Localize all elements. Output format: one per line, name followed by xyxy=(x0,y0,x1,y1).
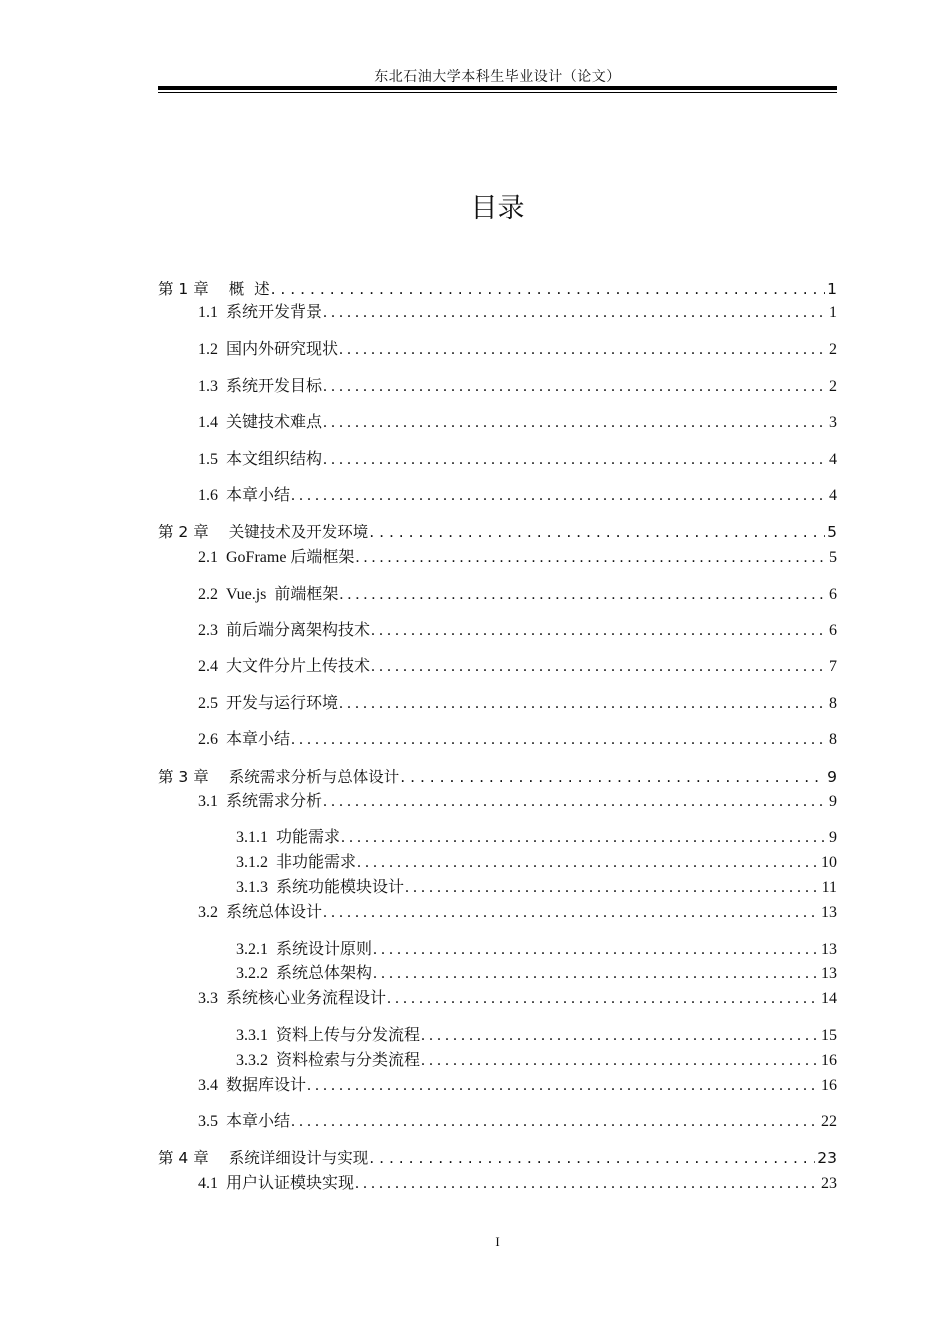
toc-entry-number: 3.1.3 xyxy=(236,879,268,896)
toc-entry-page: 4 xyxy=(829,487,837,504)
toc-entry[interactable] xyxy=(158,767,837,787)
toc-entry[interactable] xyxy=(198,792,837,812)
toc-entry-label: 本章小结 xyxy=(226,487,291,504)
toc-dot-leader xyxy=(339,585,827,605)
toc-entry[interactable] xyxy=(198,694,837,714)
toc-entry-page: 10 xyxy=(821,854,837,871)
toc-entry-number: 3.5 xyxy=(198,1113,218,1130)
toc-entry-number: 2.4 xyxy=(198,658,218,675)
toc-entry[interactable] xyxy=(198,621,837,641)
toc-entry-page: 22 xyxy=(821,1113,837,1130)
toc-entry-label: 数据库设计 xyxy=(226,1077,307,1094)
toc-entry-label: 功能需求 xyxy=(276,829,341,846)
toc-entry[interactable] xyxy=(198,1174,837,1194)
toc-dot-leader xyxy=(323,377,827,397)
toc-entry-number: 2.6 xyxy=(198,731,218,748)
toc-dot-leader xyxy=(271,279,826,299)
toc-entry-label: 用户认证模块实现 xyxy=(226,1175,355,1192)
toc-entry-number: 3.1.2 xyxy=(236,854,268,871)
toc-entry-number: 1.3 xyxy=(198,378,218,395)
toc-entry-label: 系统设计原则 xyxy=(276,941,373,958)
toc-entry[interactable] xyxy=(198,413,837,433)
toc-entry-number: 3.2.2 xyxy=(236,965,268,982)
table-of-contents xyxy=(158,0,837,1344)
toc-dot-leader xyxy=(369,522,825,542)
toc-dot-leader xyxy=(323,413,827,433)
toc-entry[interactable] xyxy=(236,1051,837,1071)
toc-entry-page: 13 xyxy=(821,941,837,958)
toc-entry-label: 系统总体架构 xyxy=(276,965,373,982)
toc-dot-leader xyxy=(405,878,820,898)
page-number: I xyxy=(495,1234,500,1249)
toc-entry-label: 本章小结 xyxy=(226,1113,291,1130)
toc-entry[interactable] xyxy=(198,486,837,506)
toc-entry-number: 2.5 xyxy=(198,695,218,712)
toc-entry-page: 9 xyxy=(829,793,837,810)
toc-entry-label: 系统功能模块设计 xyxy=(276,879,405,896)
toc-entry[interactable] xyxy=(236,1026,837,1046)
toc-entry-number: 3.2.1 xyxy=(236,941,268,958)
toc-entry-number: 2.3 xyxy=(198,622,218,639)
toc-entry-number: 3.3 xyxy=(198,990,218,1007)
toc-dot-leader xyxy=(323,303,827,323)
toc-dot-leader xyxy=(339,694,827,714)
toc-entry[interactable] xyxy=(198,340,837,360)
toc-entry-page: 2 xyxy=(829,341,837,358)
toc-dot-leader xyxy=(323,792,827,812)
toc-entry-label: 系统需求分析与总体设计 xyxy=(228,768,400,786)
toc-entry-label: 本章小结 xyxy=(226,731,291,748)
toc-dot-leader xyxy=(323,903,819,923)
toc-entry-page: 4 xyxy=(829,451,837,468)
toc-dot-leader xyxy=(357,853,819,873)
toc-entry[interactable] xyxy=(236,940,837,960)
toc-entry-page: 5 xyxy=(827,523,837,541)
toc-entry-number: 第 1 章 xyxy=(158,280,209,298)
toc-entry-number: 1.6 xyxy=(198,487,218,504)
toc-entry-number: 3.1 xyxy=(198,793,218,810)
toc-entry-page: 3 xyxy=(829,414,837,431)
toc-entry[interactable] xyxy=(236,853,837,873)
toc-entry-number: 1.4 xyxy=(198,414,218,431)
toc-dot-leader xyxy=(307,1076,819,1096)
toc-entry-label: 概 述 xyxy=(228,280,270,298)
toc-entry-label: 前后端分离架构技术 xyxy=(226,622,371,639)
toc-entry-page: 8 xyxy=(829,731,837,748)
toc-entry[interactable] xyxy=(236,964,837,984)
toc-dot-leader xyxy=(373,940,819,960)
toc-dot-leader xyxy=(371,621,827,641)
toc-entry-page: 11 xyxy=(821,879,837,896)
toc-entry-label: 系统开发目标 xyxy=(226,378,323,395)
toc-entry[interactable] xyxy=(158,279,837,299)
toc-dot-leader xyxy=(341,828,827,848)
toc-entry-page: 6 xyxy=(829,586,837,603)
toc-entry[interactable] xyxy=(158,1148,837,1168)
toc-entry-page: 6 xyxy=(829,622,837,639)
toc-entry[interactable] xyxy=(198,1112,837,1132)
toc-entry-page: 7 xyxy=(829,658,837,675)
toc-dot-leader xyxy=(421,1026,819,1046)
toc-dot-leader xyxy=(355,1174,819,1194)
toc-entry-number: 1.2 xyxy=(198,341,218,358)
toc-entry-label: 资料上传与分发流程 xyxy=(276,1027,421,1044)
toc-entry-label: 系统核心业务流程设计 xyxy=(226,990,387,1007)
toc-dot-leader xyxy=(339,340,827,360)
toc-entry[interactable] xyxy=(198,548,837,568)
toc-dot-leader xyxy=(373,964,819,984)
toc-entry-number: 第 4 章 xyxy=(158,1149,209,1167)
toc-dot-leader xyxy=(387,989,819,1009)
toc-entry-number: 2.1 xyxy=(198,549,218,566)
toc-entry-page: 2 xyxy=(829,378,837,395)
toc-dot-leader xyxy=(421,1051,819,1071)
toc-entry-label: 国内外研究现状 xyxy=(226,341,339,358)
toc-entry-label: 资料检索与分类流程 xyxy=(276,1052,421,1069)
toc-entry-page: 9 xyxy=(827,768,837,786)
toc-entry[interactable] xyxy=(198,903,837,923)
toc-entry-page: 5 xyxy=(829,549,837,566)
toc-entry-page: 1 xyxy=(827,280,837,298)
toc-entry-label: 关键技术难点 xyxy=(226,414,323,431)
toc-entry-label: 非功能需求 xyxy=(276,854,357,871)
toc-entry-label: GoFrame 后端框架 xyxy=(226,549,355,566)
toc-entry-number: 1.1 xyxy=(198,304,218,321)
toc-entry-page: 8 xyxy=(829,695,837,712)
toc-dot-leader xyxy=(355,548,827,568)
toc-entry[interactable] xyxy=(198,585,837,605)
toc-entry-page: 1 xyxy=(829,304,837,321)
toc-dot-leader xyxy=(400,767,825,787)
toc-entry[interactable] xyxy=(158,522,837,542)
toc-entry-label: 系统开发背景 xyxy=(226,304,323,321)
toc-entry[interactable] xyxy=(198,989,837,1009)
toc-entry-label: 系统需求分析 xyxy=(226,793,323,810)
toc-entry-label: 大文件分片上传技术 xyxy=(226,658,371,675)
toc-entry[interactable] xyxy=(198,450,837,470)
page-title: 目录 xyxy=(470,193,525,224)
toc-entry[interactable] xyxy=(236,828,837,848)
toc-entry-number: 第 3 章 xyxy=(158,768,209,786)
toc-entry-page: 14 xyxy=(821,990,837,1007)
toc-entry-page: 16 xyxy=(821,1077,837,1094)
toc-entry[interactable] xyxy=(198,377,837,397)
toc-entry-label: Vue.js 前端框架 xyxy=(226,586,339,603)
toc-entry[interactable] xyxy=(198,730,837,750)
toc-entry-number: 第 2 章 xyxy=(158,523,209,541)
running-header: 东北石油大学本科生毕业设计（论文） xyxy=(374,70,621,85)
toc-entry-page: 23 xyxy=(821,1175,837,1192)
toc-entry-number: 3.4 xyxy=(198,1077,218,1094)
toc-dot-leader xyxy=(291,486,827,506)
toc-entry[interactable] xyxy=(198,657,837,677)
toc-entry-page: 16 xyxy=(821,1052,837,1069)
toc-entry-number: 1.5 xyxy=(198,451,218,468)
toc-entry-number: 3.3.2 xyxy=(236,1052,268,1069)
toc-entry[interactable] xyxy=(198,303,837,323)
toc-entry-label: 关键技术及开发环境 xyxy=(228,523,369,541)
toc-entry-page: 23 xyxy=(817,1149,837,1167)
toc-dot-leader xyxy=(369,1148,815,1168)
toc-dot-leader xyxy=(323,450,827,470)
toc-entry-page: 13 xyxy=(821,965,837,982)
toc-dot-leader xyxy=(291,1112,819,1132)
toc-entry-page: 13 xyxy=(821,904,837,921)
toc-entry[interactable] xyxy=(198,1076,837,1096)
toc-dot-leader xyxy=(371,657,827,677)
toc-entry-number: 2.2 xyxy=(198,586,218,603)
toc-entry-label: 开发与运行环境 xyxy=(226,695,339,712)
toc-entry-label: 系统总体设计 xyxy=(226,904,323,921)
toc-entry-number: 3.2 xyxy=(198,904,218,921)
toc-entry-page: 9 xyxy=(829,829,837,846)
toc-entry-label: 系统详细设计与实现 xyxy=(228,1149,369,1167)
toc-dot-leader xyxy=(291,730,827,750)
toc-entry-number: 3.1.1 xyxy=(236,829,268,846)
toc-entry[interactable] xyxy=(236,878,837,898)
toc-entry-page: 15 xyxy=(821,1027,837,1044)
toc-entry-number: 3.3.1 xyxy=(236,1027,268,1044)
toc-entry-number: 4.1 xyxy=(198,1175,218,1192)
toc-entry-label: 本文组织结构 xyxy=(226,451,323,468)
